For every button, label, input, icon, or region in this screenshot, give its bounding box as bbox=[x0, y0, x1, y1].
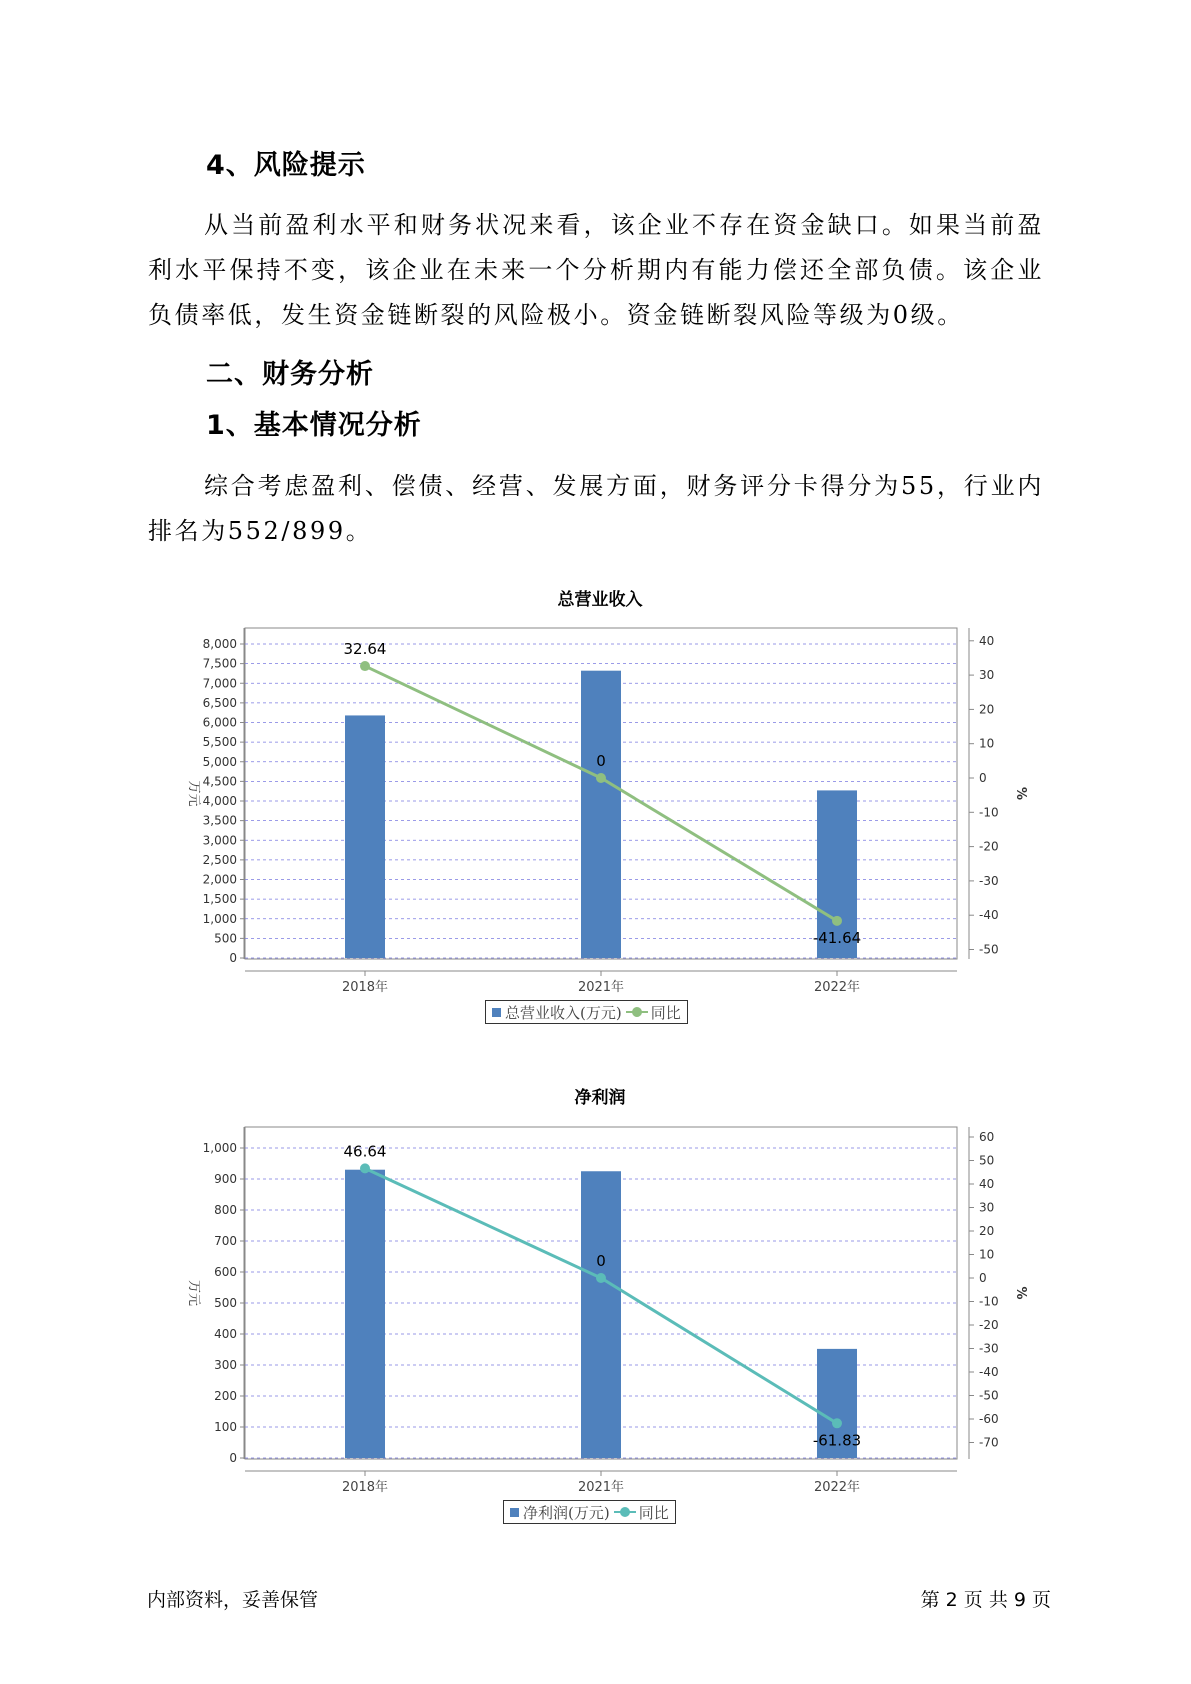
y2-tick-label: 30 bbox=[979, 1200, 995, 1215]
y-tick-label: 700 bbox=[214, 1234, 237, 1248]
y-tick-label: 100 bbox=[214, 1420, 237, 1434]
x-tick-label: 2021年 bbox=[577, 980, 625, 995]
y-tick-label: 4,000 bbox=[202, 794, 237, 808]
y2-tick-label: -40 bbox=[979, 1365, 999, 1379]
y-tick-label: 3,500 bbox=[202, 813, 237, 828]
chart-title-profit: 净利润 bbox=[574, 1088, 626, 1108]
x-tick-label: 2021年 bbox=[577, 1480, 625, 1495]
y2-tick-label: -40 bbox=[979, 908, 999, 923]
y2-tick-label: -30 bbox=[979, 873, 999, 888]
profit-legend bbox=[503, 1500, 676, 1524]
y-tick-label: 300 bbox=[214, 1358, 237, 1372]
y2-tick-label: -50 bbox=[979, 942, 999, 957]
y-tick-label: 900 bbox=[214, 1172, 237, 1186]
y-tick-label: 1,000 bbox=[202, 911, 237, 926]
y2-tick-label: -10 bbox=[979, 1294, 999, 1309]
bar bbox=[581, 671, 621, 958]
legend-line-label: 同比 bbox=[638, 1503, 669, 1522]
y-tick-label: 800 bbox=[214, 1203, 237, 1217]
footer-page-number: 第 2 页 共 9 页 bbox=[920, 1589, 1051, 1611]
y2-tick-label: 60 bbox=[979, 1130, 995, 1144]
yoy-point bbox=[596, 1273, 606, 1283]
bar bbox=[581, 1171, 621, 1458]
bar bbox=[345, 1170, 385, 1458]
y2-tick-label: 50 bbox=[979, 1153, 995, 1168]
profit-chart bbox=[0, 1100, 1191, 1500]
bar bbox=[345, 715, 385, 958]
risk-heading: 4、风险提示 bbox=[206, 150, 366, 181]
legend-bar-label: 总营业收入(万元) bbox=[505, 1003, 622, 1022]
y-tick-label: 4,500 bbox=[202, 774, 237, 789]
y-tick-label: 200 bbox=[214, 1389, 237, 1403]
revenue-chart bbox=[0, 600, 1191, 1000]
y-tick-label: 7,000 bbox=[202, 676, 237, 691]
risk-paragraph: 从当前盈利水平和财务状况来看，该企业不存在资金缺口。如果当前盈利水平保持不变，该企业在未来一个分析期内有能力偿还全部负债。该企业负债率低，发生资金链断裂的风险极小。资金链断裂风险等级为0级。 bbox=[148, 211, 1044, 329]
legend-bar-label: 净利润(万元) bbox=[523, 1503, 610, 1522]
y2-tick-label: 20 bbox=[979, 1224, 995, 1238]
yoy-point bbox=[832, 916, 842, 926]
y2-tick-label: -20 bbox=[979, 1318, 999, 1332]
yoy-point bbox=[360, 661, 370, 671]
basic-heading: 1、基本情况分析 bbox=[206, 410, 422, 441]
yoy-data-label: 0 bbox=[596, 752, 606, 770]
y2-tick-label: 10 bbox=[979, 1247, 995, 1262]
basic-paragraph: 综合考虑盈利、偿债、经营、发展方面，财务评分卡得分为55，行业内排名为552/899。 bbox=[148, 472, 1044, 545]
y2-tick-label: -20 bbox=[979, 839, 999, 854]
y2-axis-title: % bbox=[1013, 1286, 1028, 1300]
yoy-point bbox=[596, 773, 606, 783]
x-tick-label: 2022年 bbox=[813, 980, 861, 995]
yoy-data-label: 0 bbox=[596, 1252, 606, 1270]
legend-bar-swatch bbox=[510, 1508, 519, 1517]
yoy-data-label: -41.64 bbox=[812, 928, 862, 947]
legend-line-label: 同比 bbox=[650, 1003, 681, 1022]
yoy-data-label: 32.64 bbox=[343, 640, 387, 659]
y2-tick-label: 0 bbox=[979, 1271, 987, 1285]
yoy-data-label: -61.83 bbox=[812, 1431, 862, 1450]
y-tick-label: 5,500 bbox=[202, 735, 237, 750]
y2-tick-label: -50 bbox=[979, 1388, 999, 1403]
x-tick-label: 2018年 bbox=[341, 1480, 389, 1495]
legend-bar-swatch bbox=[492, 1008, 501, 1017]
y2-tick-label: 30 bbox=[979, 668, 995, 683]
y-tick-label: 8,000 bbox=[202, 637, 237, 651]
y-tick-label: 2,000 bbox=[202, 872, 237, 887]
legend-line-swatch bbox=[626, 1011, 648, 1013]
y-tick-label: 400 bbox=[214, 1327, 237, 1341]
y2-tick-label: -30 bbox=[979, 1341, 999, 1356]
y-tick-label: 0 bbox=[229, 1451, 237, 1465]
y-tick-label: 1,000 bbox=[202, 1141, 237, 1155]
y2-tick-label: 40 bbox=[979, 633, 995, 648]
y2-tick-label: -70 bbox=[979, 1435, 999, 1450]
y-tick-label: 500 bbox=[214, 931, 237, 946]
y2-tick-label: -60 bbox=[979, 1412, 999, 1426]
y-tick-label: 7,500 bbox=[202, 656, 237, 671]
revenue-legend bbox=[485, 1000, 688, 1024]
y-tick-label: 600 bbox=[214, 1265, 237, 1279]
y2-tick-label: -10 bbox=[979, 805, 999, 820]
y-axis-title: 万元 bbox=[186, 780, 201, 807]
y2-tick-label: 20 bbox=[979, 702, 995, 717]
y-tick-label: 2,500 bbox=[202, 852, 237, 867]
y-tick-label: 3,000 bbox=[202, 833, 237, 848]
y-tick-label: 6,500 bbox=[202, 695, 237, 710]
y2-tick-label: 40 bbox=[979, 1177, 995, 1191]
y-tick-label: 0 bbox=[229, 951, 237, 965]
y-axis-title: 万元 bbox=[186, 1279, 201, 1307]
y-tick-label: 5,000 bbox=[202, 754, 237, 769]
chart-title-revenue: 总营业收入 bbox=[557, 590, 643, 610]
y2-tick-label: 10 bbox=[979, 736, 995, 751]
y-tick-label: 6,000 bbox=[202, 715, 237, 730]
yoy-point bbox=[360, 1163, 370, 1173]
x-tick-label: 2022年 bbox=[813, 1480, 861, 1495]
finance-heading: 二、财务分析 bbox=[206, 359, 374, 390]
y2-axis-title: % bbox=[1013, 786, 1028, 801]
legend-line-swatch bbox=[614, 1511, 636, 1513]
yoy-point bbox=[832, 1418, 842, 1428]
footer-left: 内部资料，妥善保管 bbox=[147, 1589, 319, 1611]
x-tick-label: 2018年 bbox=[341, 980, 389, 995]
y-tick-label: 500 bbox=[214, 1296, 237, 1310]
y-tick-label: 1,500 bbox=[202, 892, 237, 907]
y2-tick-label: 0 bbox=[979, 771, 987, 785]
yoy-data-label: 46.64 bbox=[343, 1142, 387, 1161]
